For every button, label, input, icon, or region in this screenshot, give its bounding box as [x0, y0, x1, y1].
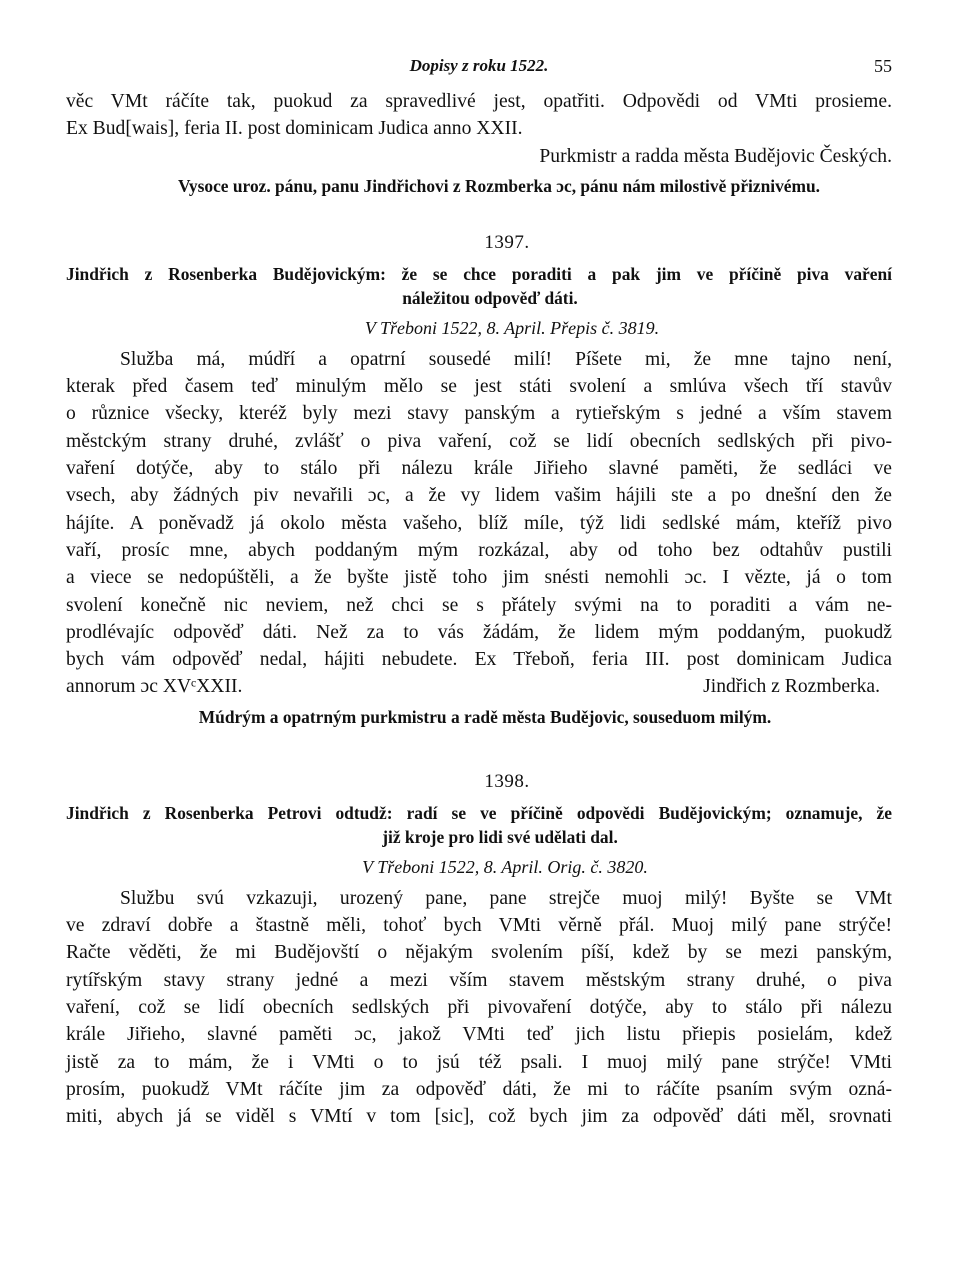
text-line: bych vám odpověď nedal, hájiti nebudete. Ex Třeboň, feria III. post dominicam Judica	[66, 649, 892, 671]
text-line: Račte věděti, že mi Budějovští o nějakým svolením píší, kdež by se mezi panským,	[66, 942, 892, 964]
text-line: vsech, aby žádných piv nevařili ɔc, a že vy lidem vašim hájili ste a po dnešní den že	[66, 485, 892, 507]
letter-summary: již kroje pro lidi své udělati dal.	[382, 826, 618, 847]
text-line: miti, abych já se viděl s VMtí v tom [sic], což bych jim za odpověď dáti měl, srovnati	[66, 1106, 892, 1128]
text-line: prosím, puokudž VMt ráčíte jim za odpověď dáti, že mi to ráčíte psaním svým ozná-	[66, 1078, 892, 1100]
letter-address: Vysoce uroz. pánu, panu Jindřichovi z Rozmberka ɔc, pánu nám milostivě přiznivému.	[177, 175, 821, 196]
source-citation: V Třeboni 1522, 8. April. Orig. č. 3820.	[362, 856, 648, 877]
letter-summary: Jindřich z Rosenberka Budějovickým: že se chce poraditi a pak jim ve příčině piva vaření	[66, 263, 892, 284]
letter-body	[66, 346, 892, 701]
letter-signature: Jindřich z Rozmberka.	[703, 676, 880, 698]
text-line: svolení konečně nic neviem, než chci se s přátely svými na to poraditi a vám ne-	[66, 594, 892, 616]
source-citation: V Třeboni 1522, 8. April. Přepis č. 3819.	[364, 317, 660, 338]
text-line: a viece se nedopúštěli, a že byšte jistě toho jim snésti nemohli ɔc. I vězte, já o tom	[66, 567, 892, 589]
text-line: o různice všecky, kteréž byly mezi stavy panským a rytieřským s jedné a vším stavem	[66, 403, 892, 425]
document-number: 1398.	[484, 770, 530, 792]
text-line: Ex Bud[wais], feria II. post dominicam Judica anno XXII.	[66, 118, 523, 140]
book-page	[66, 48, 892, 1130]
closing-date: annorum ɔc XVᶜXXII.	[66, 676, 243, 698]
text-line: kterak před časem teď minulým mělo se jest státi svolení a smlúva všech tří stavův	[66, 376, 892, 398]
text-line: prodlévajíc odpověď dáti. Než za to vás žádám, že lidem mým poddaným, puokudž	[66, 621, 892, 643]
text-line: Službu svú vzkazuji, urozený pane, pane strejče muoj milý! Byšte se VMt	[120, 887, 892, 909]
letter-address: Múdrým a opatrným purkmistru a radě města Budějovic, souseduom milým.	[198, 706, 772, 727]
previous-letter-ending	[66, 88, 892, 200]
page-header	[66, 48, 892, 88]
letter-summary: náležitou odpověď dáti.	[402, 287, 578, 308]
text-line: Služba má, múdří a opatrní sousedé milí! Píšete mi, že mne tajno není,	[120, 348, 892, 370]
text-line: vaří, prosíc mne, abych poddaným mým rozkázal, aby od toho bez odtahův pustili	[66, 539, 892, 561]
text-line: hájíte. A poněvadž já okolo města vašeho, blíž míle, týž lidi sedlské mám, kteříž pivo	[66, 512, 892, 534]
document-number: 1397.	[484, 231, 530, 253]
text-line: ve zdraví dobře a štastně měli, tohoť bych VMti věrně přál. Muoj milý pane strýče!	[66, 915, 892, 937]
text-line: rytířským stavy strany jedné a mezi vším stavem městským strany druhé, o piva	[66, 969, 892, 991]
text-line: městckým strany druhé, zvlášť o piva vaření, což se lidí obecních sedlských při pivo-	[66, 430, 892, 452]
text-line: vaření dotýče, aby to stálo při nálezu krále Jiřieho slavné paměti, že sedláci ve	[66, 458, 892, 480]
page-number: 55	[874, 56, 892, 76]
text-line: věc VMt ráčíte tak, puokud za spravedlivé jest, opatřiti. Odpovědi od VMti prosieme.	[66, 91, 892, 112]
letter-signature: Purkmistr a radda města Budějovic Českých.	[539, 145, 892, 167]
text-line: vaření, což se lidí obecních sedlských při pivovaření dotýče, aby to stálo při nálezu	[66, 996, 892, 1018]
closing-line	[66, 673, 892, 700]
letter-summary: Jindřich z Rosenberka Petrovi odtudž: radí se ve příčině odpovědi Budějovickým; oznamuje, že	[66, 802, 892, 823]
letter-1397	[66, 230, 892, 731]
running-head: Dopisy z roku 1522.	[409, 56, 549, 75]
letter-body	[66, 885, 892, 1131]
text-line: jistě za to mám, že i VMti o to jsú též psali. I muoj milý pane strýče! VMti	[66, 1051, 892, 1073]
text-line: krále Jiřieho, slavné paměti ɔc, jakož VMti teď jich listu přiepis posielám, kdež	[66, 1024, 892, 1046]
letter-1398	[66, 769, 892, 1131]
